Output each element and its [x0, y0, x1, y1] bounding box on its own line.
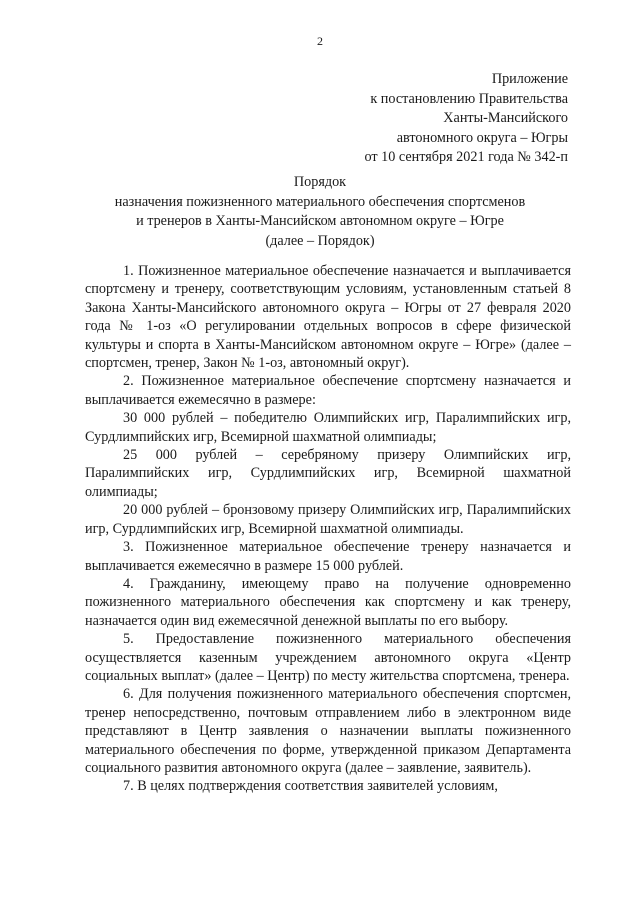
paragraph: 7. В целях подтверждения соответствия заявителей условиям, [123, 778, 498, 795]
paragraph: 2. Пожизненное материальное обеспечение спортсмену назначается и выплачивается ежемесячно в размере: [85, 373, 571, 408]
paragraph: 20 000 рублей – бронзовому призеру Олимпийских игр, Паралимпийских игр, Сурдлимпийских игр, Всемирной шахматной олимпиады. [85, 502, 571, 537]
title-line: назначения пожизненного материального обеспечения спортсменов [114, 193, 526, 210]
title-line: Порядок [293, 174, 347, 190]
appendix-line: автономного округа – Югры [396, 129, 568, 146]
appendix-block [365, 70, 569, 168]
paragraph: 30 000 рублей – победителю Олимпийских игр, Паралимпийских игр, Сурдлимпийских игр, Всемирной шахматной олимпиады; [85, 410, 571, 445]
paragraph: 5. Предоставление пожизненного материального обеспечения осуществляется казенным учреждением автономного округа «Центр социальных выплат» (далее – Центр) по месту жительства спортсмена, тренера. [85, 631, 571, 684]
document-title [0, 173, 640, 251]
paragraph: 25 000 рублей – серебряному призеру Олимпийских игр, Паралимпийских игр, Сурдлимпийских игр, Всемирной шахматной олимпиады; [85, 447, 571, 500]
page-number: 2 [317, 34, 323, 48]
appendix-line: от 10 сентября 2021 года № 342-п [364, 149, 568, 165]
document-body [85, 262, 571, 796]
title-line: (далее – Порядок) [265, 232, 375, 249]
appendix-line: Ханты-Мансийского [443, 110, 568, 126]
paragraph: 1. Пожизненное материальное обеспечение назначается и выплачивается спортсмену и тренеру, соответствующим условиям, установленным статьей 8 Закона Ханты-Мансийского автономного округа – Югры от 27 февраля 2020 года № 1-оз «О регулировании отдельных вопросов в сфере физической культуры и спорта в Ханты-Мансийском автономном округе – Югре» (далее – спортсмен, тренер, Закон № 1-оз, автономный округ). [85, 263, 571, 372]
appendix-line: Приложение [491, 71, 568, 87]
paragraph: 3. Пожизненное материальное обеспечение тренеру назначается и выплачивается ежемесячно в размере 15 000 рублей. [85, 539, 571, 574]
title-line: и тренеров в Ханты-Мансийском автономном округе – Югре [136, 213, 504, 229]
paragraph: 4. Гражданину, имеющему право на получение одновременно пожизненного материального обеспечения как спортсмену и как тренеру, назначается один вид ежемесячной денежной выплаты по его выбору. [85, 575, 571, 629]
appendix-line: к постановлению Правительства [370, 90, 568, 107]
paragraph: 6. Для получения пожизненного материального обеспечения спортсмен, тренер непосредственно, почтовым отправлением либо в электронном виде представляют в Центр заявления о назначении выплаты пожизненного материального обеспечения по форме, утвержденной приказом Департамента социального развития автономного округа (далее – заявление, заявитель). [85, 686, 571, 776]
